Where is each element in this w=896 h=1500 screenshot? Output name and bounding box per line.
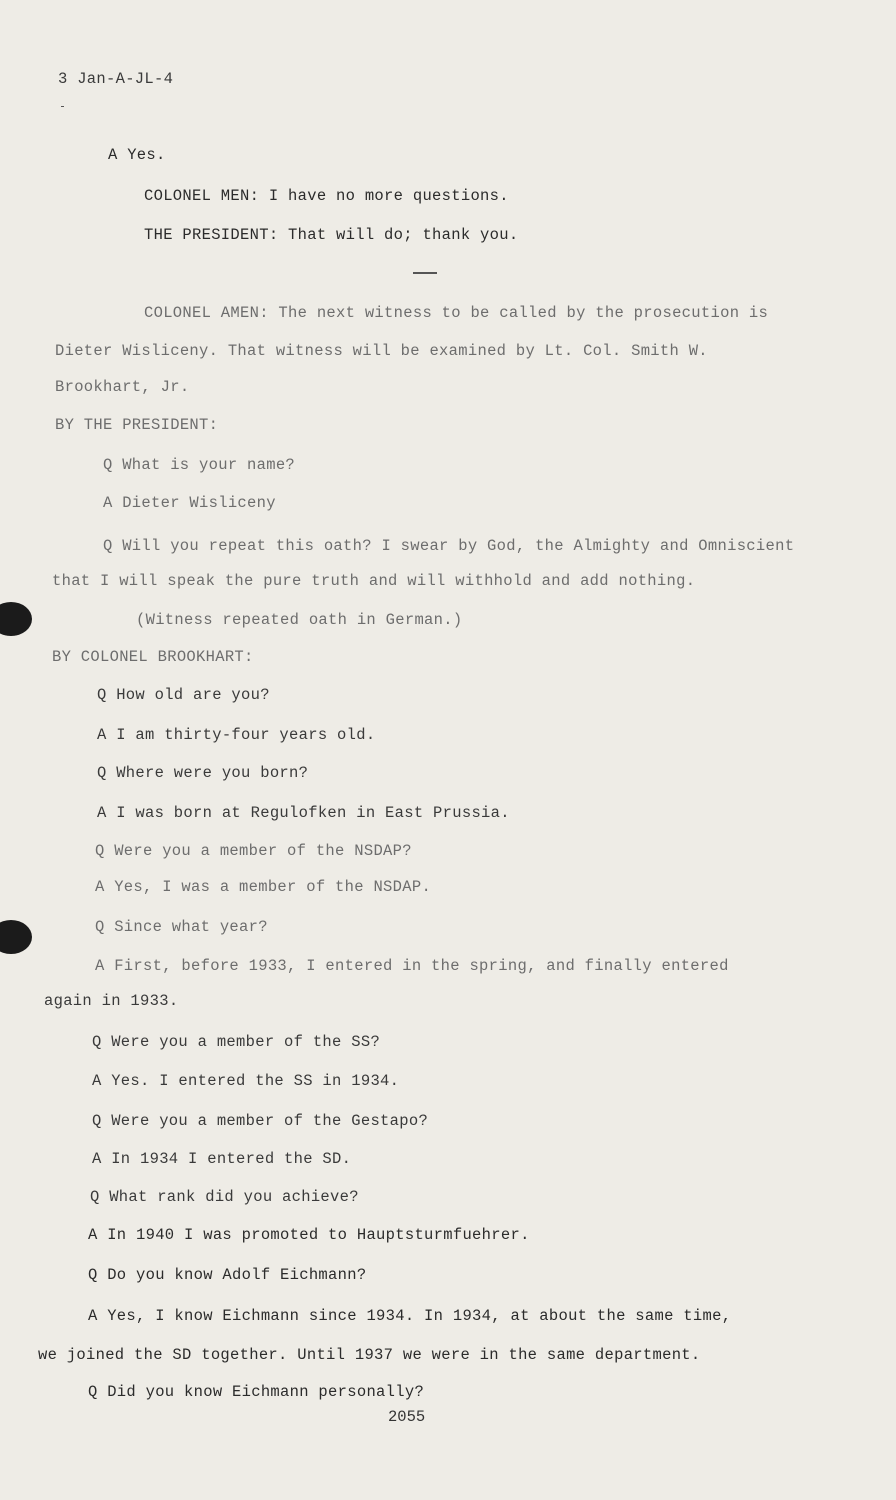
transcript-line: Q How old are you? [97, 686, 270, 704]
transcript-line: BY THE PRESIDENT: [55, 416, 219, 434]
transcript-line: A Yes, I know Eichmann since 1934. In 1934, at about the same time, [88, 1307, 732, 1325]
transcript-line: Q What is your name? [103, 456, 296, 474]
transcript-line: Brookhart, Jr. [55, 378, 190, 396]
transcript-line: A Yes. [108, 146, 166, 164]
transcript-line: COLONEL AMEN: The next witness to be called by the prosecution is [144, 304, 769, 322]
section-separator [413, 272, 437, 274]
transcript-line: Q Will you repeat this oath? I swear by God, the Almighty and Omniscient [103, 537, 795, 555]
transcript-line: A I am thirty-four years old. [97, 726, 376, 744]
transcript-line: A Dieter Wisliceny [103, 494, 276, 512]
transcript-line: A I was born at Regulofken in East Prussia. [97, 804, 510, 822]
transcript-line: A Yes, I was a member of the NSDAP. [95, 878, 432, 896]
transcript-line: Q Were you a member of the Gestapo? [92, 1112, 429, 1130]
transcript-line: BY COLONEL BROOKHART: [52, 648, 254, 666]
document-reference: 3 Jan-A-JL-4 [58, 70, 174, 88]
binder-hole-top [0, 602, 32, 636]
transcript-line: A In 1940 I was promoted to Hauptsturmfuehrer. [88, 1226, 530, 1244]
transcript-line: we joined the SD together. Until 1937 we were in the same department. [38, 1346, 701, 1364]
transcript-line: Q Since what year? [95, 918, 268, 936]
transcript-line: that I will speak the pure truth and will withhold and add nothing. [52, 572, 696, 590]
transcript-line: Q Did you know Eichmann personally? [88, 1383, 425, 1401]
transcript-line: Dieter Wisliceny. That witness will be examined by Lt. Col. Smith W. [55, 342, 708, 360]
transcript-line: (Witness repeated oath in German.) [136, 611, 463, 629]
transcript-line: A Yes. I entered the SS in 1934. [92, 1072, 400, 1090]
page-number: 2055 [388, 1408, 426, 1426]
transcript-line: A First, before 1933, I entered in the spring, and finally entered [95, 957, 729, 975]
binder-hole-bottom [0, 920, 32, 954]
transcript-line: Q What rank did you achieve? [90, 1188, 359, 1206]
transcript-line: Q Do you know Adolf Eichmann? [88, 1266, 367, 1284]
transcript-line: Q Were you a member of the SS? [92, 1033, 381, 1051]
transcript-line: Q Where were you born? [97, 764, 309, 782]
stray-mark [61, 106, 64, 107]
transcript-line: COLONEL MEN: I have no more questions. [144, 187, 509, 205]
transcript-line: again in 1933. [44, 992, 179, 1010]
transcript-line: THE PRESIDENT: That will do; thank you. [144, 226, 519, 244]
transcript-line: Q Were you a member of the NSDAP? [95, 842, 412, 860]
transcript-line: A In 1934 I entered the SD. [92, 1150, 352, 1168]
